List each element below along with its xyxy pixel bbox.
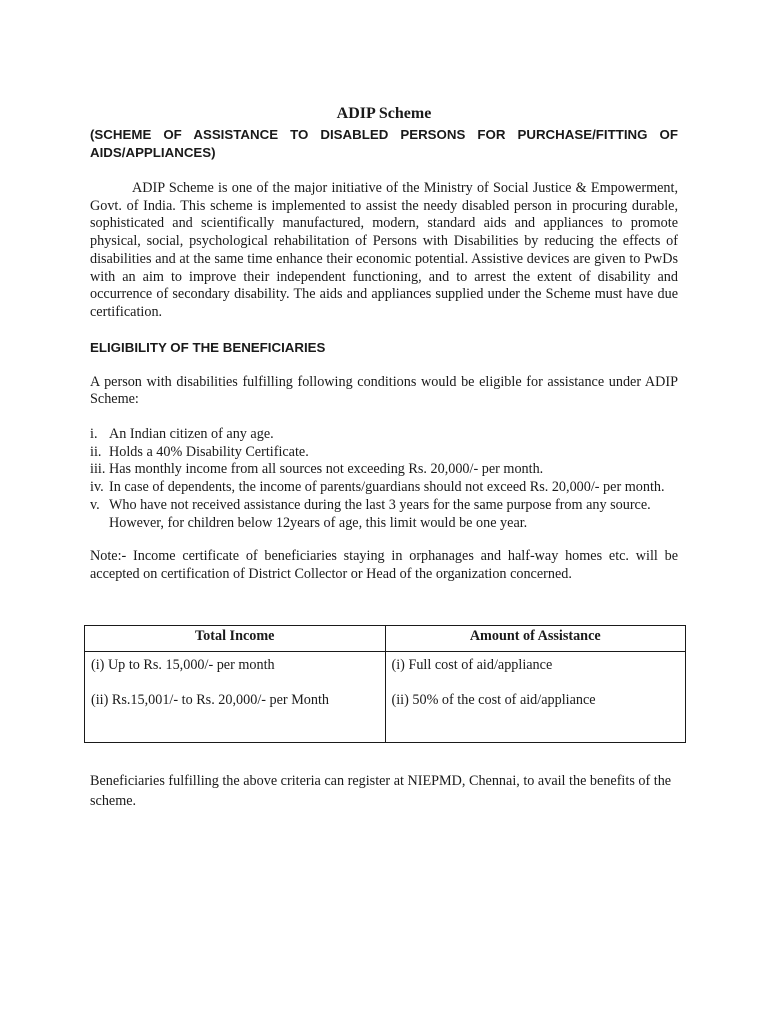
income-slab-2: (ii) Rs.15,001/- to Rs. 20,000/- per Month	[91, 692, 330, 708]
condition-item	[90, 444, 678, 462]
closing-section	[90, 771, 680, 811]
condition-marker: v.	[90, 496, 100, 513]
income-cell	[85, 652, 386, 743]
document-page	[90, 103, 678, 584]
condition-text: Has monthly income from all sources not exceeding Rs. 20,000/- per month.	[109, 461, 544, 478]
eligibility-conditions-list	[90, 426, 678, 532]
assistance-level-2: (ii) 50% of the cost of aid/appliance	[391, 692, 596, 708]
page-subtitle: (SCHEME OF ASSISTANCE TO DISABLED PERSONS FOR PURCHASE/FITTING OF AIDS/APPLIANCES)	[90, 127, 678, 160]
assistance-table	[84, 625, 686, 743]
closing-paragraph: Beneficiaries fulfilling the above criteria can register at NIEPMD, Chennai, to avail the benefits of the scheme.	[90, 773, 672, 809]
condition-item	[90, 461, 678, 479]
income-slab-1: (i) Up to Rs. 15,000/- per month	[91, 657, 275, 673]
condition-item	[90, 497, 678, 532]
condition-text: In case of dependents, the income of parents/guardians should not exceed Rs. 20,000/- per month.	[109, 479, 665, 496]
condition-text: An Indian citizen of any age.	[109, 426, 274, 443]
condition-marker: i.	[90, 426, 98, 443]
assistance-level-1: (i) Full cost of aid/appliance	[391, 657, 553, 673]
condition-marker: ii.	[90, 443, 102, 460]
page-title: ADIP Scheme	[336, 105, 432, 122]
condition-text: Holds a 40% Disability Certificate.	[109, 443, 309, 460]
header-amount-of-assistance: Amount of Assistance	[385, 626, 686, 652]
eligibility-intro: A person with disabilities fulfilling following conditions would be eligible for assistance under ADIP Scheme:	[90, 373, 678, 408]
condition-item	[90, 426, 678, 444]
condition-item	[90, 479, 678, 497]
eligibility-heading: ELIGIBILITY OF THE BENEFICIARIES	[90, 339, 326, 355]
condition-marker: iii.	[90, 461, 106, 478]
condition-marker: iv.	[90, 479, 104, 496]
assistance-cell	[385, 652, 686, 743]
condition-text: Who have not received assistance during the last 3 years for the same purpose from any source. However, for children below 12years of age, this limit would be one year.	[109, 496, 651, 531]
table-header-row	[85, 626, 686, 652]
header-total-income: Total Income	[85, 626, 386, 652]
income-certificate-note: Note:- Income certificate of beneficiaries staying in orphanages and half-way homes etc. will be accepted on certification of District Collector or Head of the organization concerned.	[90, 548, 678, 582]
table-row	[85, 652, 686, 743]
intro-paragraph: ADIP Scheme is one of the major initiative of the Ministry of Social Justice & Empowerment, Govt. of India. This scheme is implemented to assist the needy disabled person in procuring durable, sophisticated and scientifically manufactured, modern, standard aids and appliances to promote physical, social, psychological rehabilitation of Persons with Disabilities by reducing the effects of disabilities and at the same time enhance their economic potential. Assistive devices are given to PwDs with an aim to improve their independent functioning, and to arrest the extent of disability and occurrence of secondary disability. The aids and appliances supplied under the Scheme must have due certification.	[90, 180, 678, 320]
